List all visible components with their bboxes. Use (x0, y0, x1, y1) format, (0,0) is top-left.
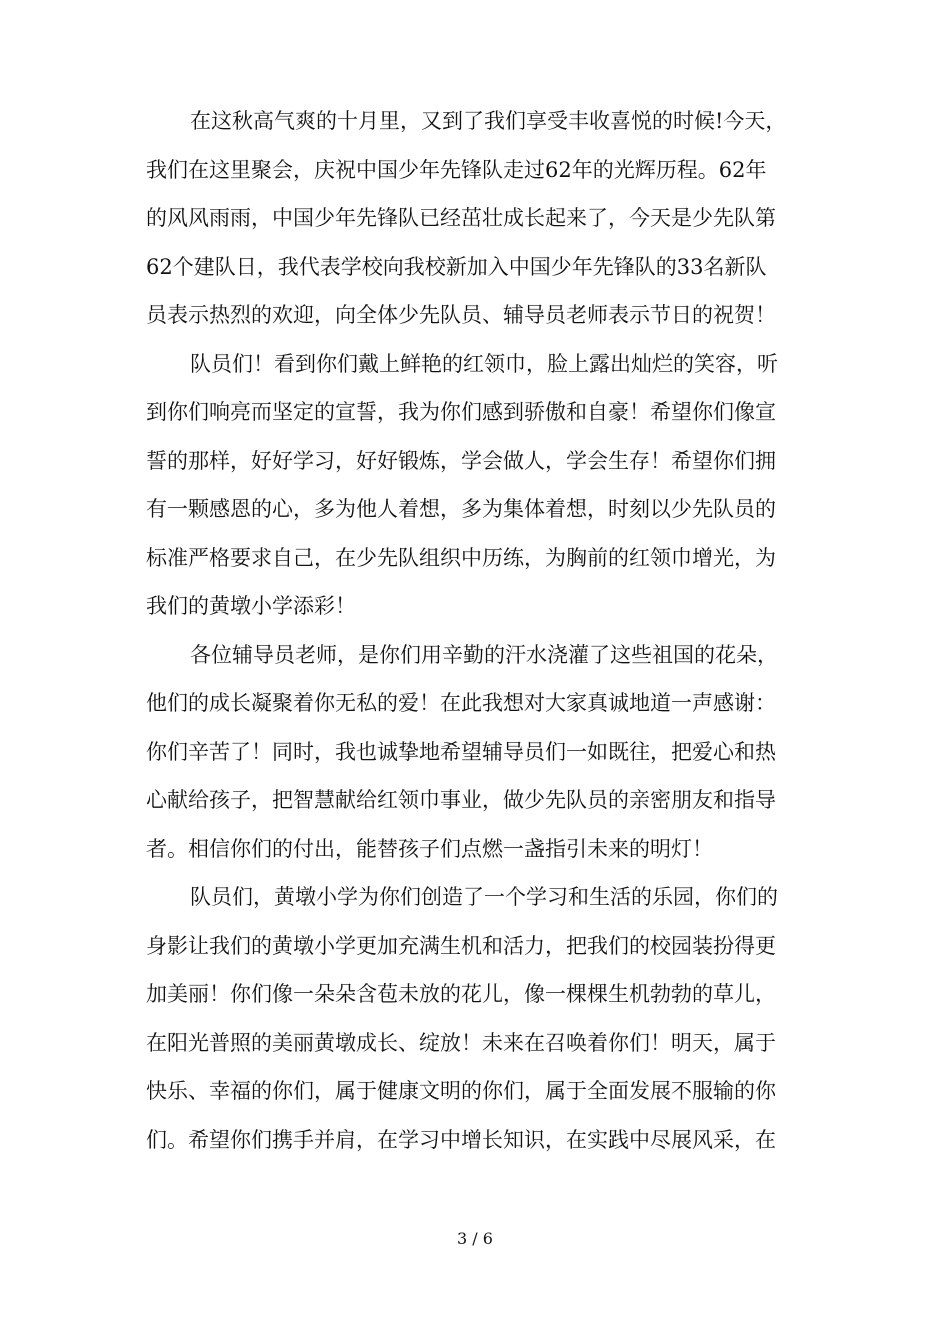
text-line: 的风风雨雨，中国少年先锋队已经茁壮成长起来了，今天是少先队第 (146, 206, 776, 230)
body-text (146, 101, 818, 1168)
text-line: 各位辅导员老师，是你们用辛勤的汗水浇灌了这些祖国的花朵， (190, 642, 778, 667)
text-line: 有一颗感恩的心，多为他人着想，多为集体着想，时刻以少先队员的 (146, 497, 776, 521)
text-line: 身影让我们的黄墩小学更加充满生机和活力，把我们的校园装扮得更 (146, 933, 776, 958)
text-line: 员表示热烈的欢迎，向全体少先队员、辅导员老师表示节日的祝贺！ (146, 303, 776, 327)
text-line: 他们的成长凝聚着你无私的爱！在此我想对大家真诚地道一声感谢： (146, 691, 776, 715)
text-line: 者。相信你们的付出，能替孩子们点燃一盏指引未来的明灯！ (146, 836, 713, 861)
text-line: 心献给孩子，把智慧献给红领巾事业，做少先队员的亲密朋友和指导 (146, 788, 776, 812)
text-line: 62个建队日，我代表学校向我校新加入中国少年先锋队的33名新队 (146, 254, 767, 279)
text-line: 到你们响亮而坚定的宣誓，我为你们感到骄傲和自豪！希望你们像宣 (146, 400, 776, 424)
text-line: 快乐、幸福的你们，属于健康文明的你们，属于全面发展不服输的你 (146, 1079, 776, 1103)
text-line: 加美丽！你们像一朵朵含苞未放的花儿，像一棵棵生机勃勃的草儿， (146, 982, 776, 1006)
text-line: 你们辛苦了！同时，我也诚挚地希望辅导员们一如既往，把爱心和热 (146, 739, 776, 764)
text-line: 我们在这里聚会，庆祝中国少年先锋队走过62年的光辉历程。62年 (146, 157, 767, 182)
text-line: 标准严格要求自己，在少先队组织中历练，为胸前的红领巾增光，为 (146, 545, 776, 570)
text-line: 誓的那样，好好学习，好好锻炼，学会做人，学会生存！希望你们拥 (146, 448, 776, 473)
text-line: 队员们，黄墩小学为你们创造了一个学习和生活的乐园，你们的 (190, 885, 778, 909)
text-line: 们。希望你们携手并肩，在学习中增长知识，在实践中尽展风采，在 (146, 1127, 776, 1152)
text-line: 我们的黄墩小学添彩！ (146, 594, 356, 618)
text-line: 在这秋高气爽的十月里，又到了我们享受丰收喜悦的时候!今天， (190, 109, 787, 133)
text-line: 在阳光普照的美丽黄墩成长、绽放！未来在召唤着你们！明天，属于 (146, 1030, 776, 1055)
text-line: 队员们！看到你们戴上鲜艳的红领巾，脸上露出灿烂的笑容，听 (190, 351, 778, 376)
page-number: 3 / 6 (457, 1229, 493, 1248)
